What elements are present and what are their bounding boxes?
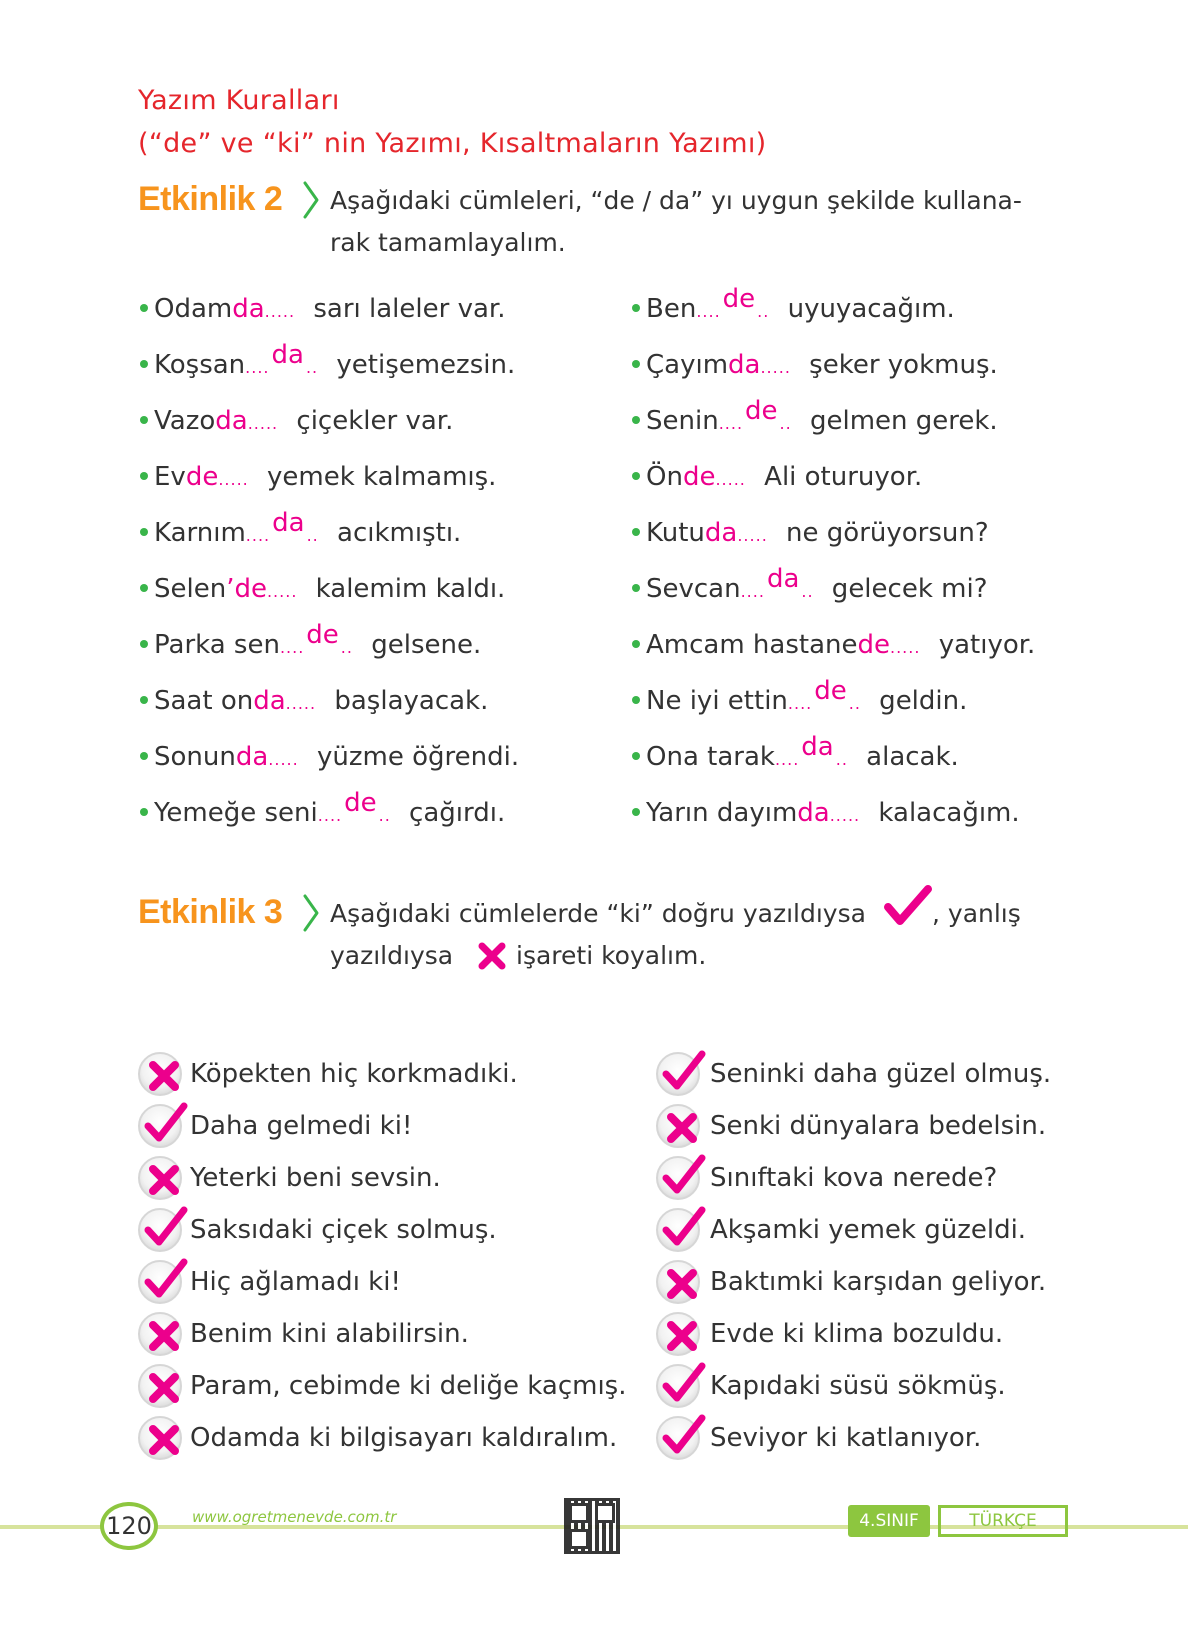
- ki-sentence: Saksıdaki çiçek solmuş.: [190, 1215, 497, 1245]
- bullet-icon: [140, 360, 148, 368]
- sentence-end: gelecek mi?: [823, 574, 988, 604]
- subject-badge: TÜRKÇE: [938, 1505, 1068, 1537]
- sentence-end: başlayacak.: [326, 686, 489, 716]
- ki-sentence: Senki dünyalara bedelsin.: [710, 1111, 1047, 1141]
- sentence-end: yemek kalmamış.: [258, 462, 497, 492]
- answer-blank[interactable]: ....da ..: [245, 340, 319, 377]
- ki-sentence: Benim kini alabilirsin.: [190, 1319, 469, 1349]
- fill-in-sentence: [632, 732, 959, 777]
- answer-blank[interactable]: ....da ..: [774, 732, 848, 769]
- activity-2-instruction-1: Aşağıdaki cümleleri, “de / da” yı uygun şekilde kullana-: [330, 186, 1022, 215]
- ki-sentence: Seviyor ki katlanıyor.: [710, 1423, 982, 1453]
- sentence-start: Sevcan: [646, 574, 741, 604]
- bullet-icon: [140, 584, 148, 592]
- bullet-icon: [632, 304, 640, 312]
- answer-blank[interactable]: ....de ..: [787, 676, 861, 713]
- answer-text: da: [232, 294, 265, 324]
- bullet-icon: [632, 696, 640, 704]
- answer-blank[interactable]: de.....: [185, 462, 249, 492]
- bullet-icon: [632, 640, 640, 648]
- check-mark-icon[interactable]: [138, 1104, 182, 1148]
- sentence-start: Senin: [646, 406, 719, 436]
- answer-text: de: [722, 284, 756, 314]
- cross-mark-icon[interactable]: [656, 1260, 700, 1304]
- sentence-start: Amcam hastane: [646, 630, 858, 660]
- activity-3-label: Etkinlik 3: [138, 893, 283, 931]
- answer-text: da: [235, 742, 269, 772]
- sentence-end: gelsene.: [362, 630, 482, 660]
- activity-3-instruction-1: Aşağıdaki cümlelerde “ki” doğru yazıldıysa: [330, 899, 866, 928]
- fill-in-sentence: [140, 620, 482, 665]
- fill-in-sentence: [632, 793, 1020, 833]
- fill-in-sentence: [632, 564, 988, 609]
- activity-3-instruction-4: işareti koyalım.: [516, 941, 707, 970]
- sentence-end: Ali oturuyor.: [755, 462, 923, 492]
- bullet-icon: [632, 808, 640, 816]
- activity-2-label: Etkinlik 2: [138, 180, 283, 218]
- fill-in-sentence: [140, 569, 505, 609]
- fill-in-sentence: [140, 289, 505, 329]
- answer-text: da: [272, 508, 305, 538]
- bullet-icon: [632, 752, 640, 760]
- sentence-end: çağırdı.: [400, 798, 506, 828]
- sentence-start: Parka sen: [154, 630, 280, 660]
- bullet-icon: [632, 584, 640, 592]
- check-mark-icon[interactable]: [656, 1208, 700, 1252]
- bullet-icon: [140, 752, 148, 760]
- page-number: 120: [100, 1502, 158, 1550]
- sentence-end: geldin.: [870, 686, 968, 716]
- qr-code-icon: [564, 1498, 620, 1554]
- sentence-start: Ona tarak: [646, 742, 775, 772]
- ki-sentence: Param, cebimde ki deliğe kaçmış.: [190, 1371, 627, 1401]
- ki-sentence: Odamda ki bilgisayarı kaldıralım.: [190, 1423, 618, 1453]
- fill-in-sentence: [632, 513, 989, 553]
- check-mark-icon[interactable]: [656, 1416, 700, 1460]
- fill-in-sentence: [140, 340, 516, 385]
- fill-in-sentence: [632, 676, 968, 721]
- sentence-start: Ön: [646, 462, 683, 492]
- activity-3-instruction-2: , yanlış: [932, 899, 1021, 928]
- sentence-start: Ben: [646, 294, 697, 324]
- answer-text: de: [682, 462, 716, 492]
- answer-text: de: [344, 788, 377, 818]
- answer-blank[interactable]: ....de ..: [718, 396, 792, 433]
- fill-in-sentence: [140, 788, 506, 833]
- sentence-end: yatıyor.: [930, 630, 1036, 660]
- sentence-start: Koşsan: [154, 350, 246, 380]
- section-title: Yazım Kuralları: [138, 85, 340, 116]
- sentence-start: Yarın dayım: [646, 798, 798, 828]
- section-subtitle: (“de” ve “ki” nin Yazımı, Kısaltmaların Yazımı): [138, 128, 767, 159]
- sentence-start: Sonun: [154, 742, 236, 772]
- answer-text: da: [704, 518, 738, 548]
- sentence-start: Ne iyi ettin: [646, 686, 788, 716]
- sentence-start: Vazo: [154, 406, 216, 436]
- sentence-start: Yemeğe seni: [154, 798, 318, 828]
- sentence-start: Saat on: [154, 686, 254, 716]
- ki-sentence: Köpekten hiç korkmadıki.: [190, 1059, 518, 1089]
- sentence-end: yüzme öğrendi.: [308, 742, 520, 772]
- cross-mark-icon[interactable]: [656, 1312, 700, 1356]
- ki-sentence: Baktımki karşıdan geliyor.: [710, 1267, 1047, 1297]
- sentence-start: Karnım: [154, 518, 246, 548]
- answer-text: da: [766, 564, 800, 594]
- ki-sentence: Hiç ağlamadı ki!: [190, 1267, 401, 1297]
- check-mark-icon[interactable]: [138, 1208, 182, 1252]
- answer-text: da: [797, 798, 830, 828]
- sentence-end: çiçekler var.: [288, 406, 454, 436]
- fill-in-sentence: [140, 457, 496, 497]
- bullet-icon: [140, 696, 148, 704]
- check-mark-icon[interactable]: [138, 1260, 182, 1304]
- answer-blank[interactable]: de.....: [682, 462, 746, 492]
- cross-mark-icon[interactable]: [138, 1052, 182, 1096]
- chevron-right-icon: [302, 893, 320, 933]
- answer-blank[interactable]: ....de ..: [317, 788, 391, 825]
- answer-blank[interactable]: da.....: [797, 798, 861, 828]
- check-mark-icon[interactable]: [656, 1364, 700, 1408]
- answer-blank[interactable]: da.....: [215, 406, 279, 436]
- answer-blank[interactable]: ’de.....: [226, 574, 298, 604]
- sentence-end: alacak.: [857, 742, 959, 772]
- cross-mark-icon[interactable]: [138, 1156, 182, 1200]
- ki-sentence: Seninki daha güzel olmuş.: [710, 1059, 1052, 1089]
- grade-badge: 4.SINIF: [848, 1505, 930, 1537]
- answer-blank[interactable]: de.....: [857, 630, 921, 660]
- answer-text: de: [814, 676, 847, 706]
- fill-in-sentence: [632, 345, 998, 385]
- fill-in-sentence: [632, 396, 998, 441]
- fill-in-sentence: [140, 508, 462, 553]
- ki-sentence: Akşamki yemek güzeldi.: [710, 1215, 1027, 1245]
- answer-text: de: [745, 396, 778, 426]
- sentence-end: uyuyacağım.: [779, 294, 955, 324]
- bullet-icon: [140, 528, 148, 536]
- check-mark-icon: [884, 885, 932, 927]
- activity-3-instruction-3: yazıldıysa: [330, 941, 454, 970]
- bullet-icon: [140, 416, 148, 424]
- fill-in-sentence: [140, 681, 488, 721]
- sentence-start: Kutu: [646, 518, 705, 548]
- cross-mark-icon[interactable]: [656, 1104, 700, 1148]
- answer-blank[interactable]: da.....: [704, 518, 768, 548]
- chevron-right-icon: [302, 180, 320, 220]
- bullet-icon: [140, 640, 148, 648]
- answer-text: da: [253, 686, 286, 716]
- website-link[interactable]: www.ogretmenevde.com.tr: [192, 1508, 397, 1526]
- sentence-end: acıkmıştı.: [328, 518, 462, 548]
- answer-blank[interactable]: ....da ..: [740, 564, 814, 601]
- activity-2-instruction-2: rak tamamlayalım.: [330, 228, 566, 257]
- answer-blank[interactable]: da.....: [728, 350, 791, 380]
- answer-text: da: [801, 732, 834, 762]
- fill-in-sentence: [632, 625, 1035, 665]
- ki-sentence: Evde ki klima bozuldu.: [710, 1319, 1004, 1349]
- ki-sentence: Sınıftaki kova nerede?: [710, 1163, 998, 1193]
- bullet-icon: [632, 528, 640, 536]
- answer-blank[interactable]: da.....: [232, 294, 296, 324]
- answer-blank[interactable]: ....de ..: [696, 284, 770, 321]
- sentence-end: şeker yokmuş.: [800, 350, 998, 380]
- bullet-icon: [140, 304, 148, 312]
- bullet-icon: [140, 808, 148, 816]
- sentence-end: kalemim kaldı.: [307, 574, 506, 604]
- answer-blank[interactable]: ....de ..: [279, 620, 353, 657]
- cross-mark-icon[interactable]: [138, 1312, 182, 1356]
- answer-blank[interactable]: da.....: [253, 686, 317, 716]
- answer-text: da: [215, 406, 248, 436]
- fill-in-sentence: [140, 737, 519, 777]
- answer-text: de: [306, 620, 339, 650]
- fill-in-sentence: [140, 401, 453, 441]
- answer-text: ’de: [226, 574, 267, 604]
- sentence-end: gelmen gerek.: [801, 406, 998, 436]
- fill-in-sentence: [632, 457, 922, 497]
- bullet-icon: [632, 472, 640, 480]
- sentence-end: ne görüyorsun?: [777, 518, 989, 548]
- ki-sentence: Kapıdaki süsü sökmüş.: [710, 1371, 1006, 1401]
- sentence-end: sarı laleler var.: [305, 294, 506, 324]
- sentence-end: yetişemezsin.: [328, 350, 516, 380]
- sentence-start: Odam: [154, 294, 233, 324]
- cross-mark-icon[interactable]: [138, 1416, 182, 1460]
- cross-mark-icon[interactable]: [138, 1364, 182, 1408]
- answer-text: da: [728, 350, 761, 380]
- check-mark-icon[interactable]: [656, 1156, 700, 1200]
- answer-blank[interactable]: da.....: [235, 742, 299, 772]
- sentence-start: Ev: [154, 462, 186, 492]
- bullet-icon: [632, 416, 640, 424]
- answer-blank[interactable]: ....da ..: [245, 508, 319, 545]
- sentence-start: Selen: [154, 574, 227, 604]
- bullet-icon: [140, 472, 148, 480]
- ki-sentence: Yeterki beni sevsin.: [190, 1163, 441, 1193]
- sentence-start: Çayım: [646, 350, 729, 380]
- cross-mark-icon: [476, 940, 508, 972]
- bullet-icon: [632, 360, 640, 368]
- answer-text: de: [185, 462, 219, 492]
- check-mark-icon[interactable]: [656, 1052, 700, 1096]
- sentence-end: kalacağım.: [870, 798, 1020, 828]
- answer-text: de: [857, 630, 890, 660]
- ki-sentence: Daha gelmedi ki!: [190, 1111, 413, 1141]
- fill-in-sentence: [632, 284, 955, 329]
- answer-text: da: [271, 340, 304, 370]
